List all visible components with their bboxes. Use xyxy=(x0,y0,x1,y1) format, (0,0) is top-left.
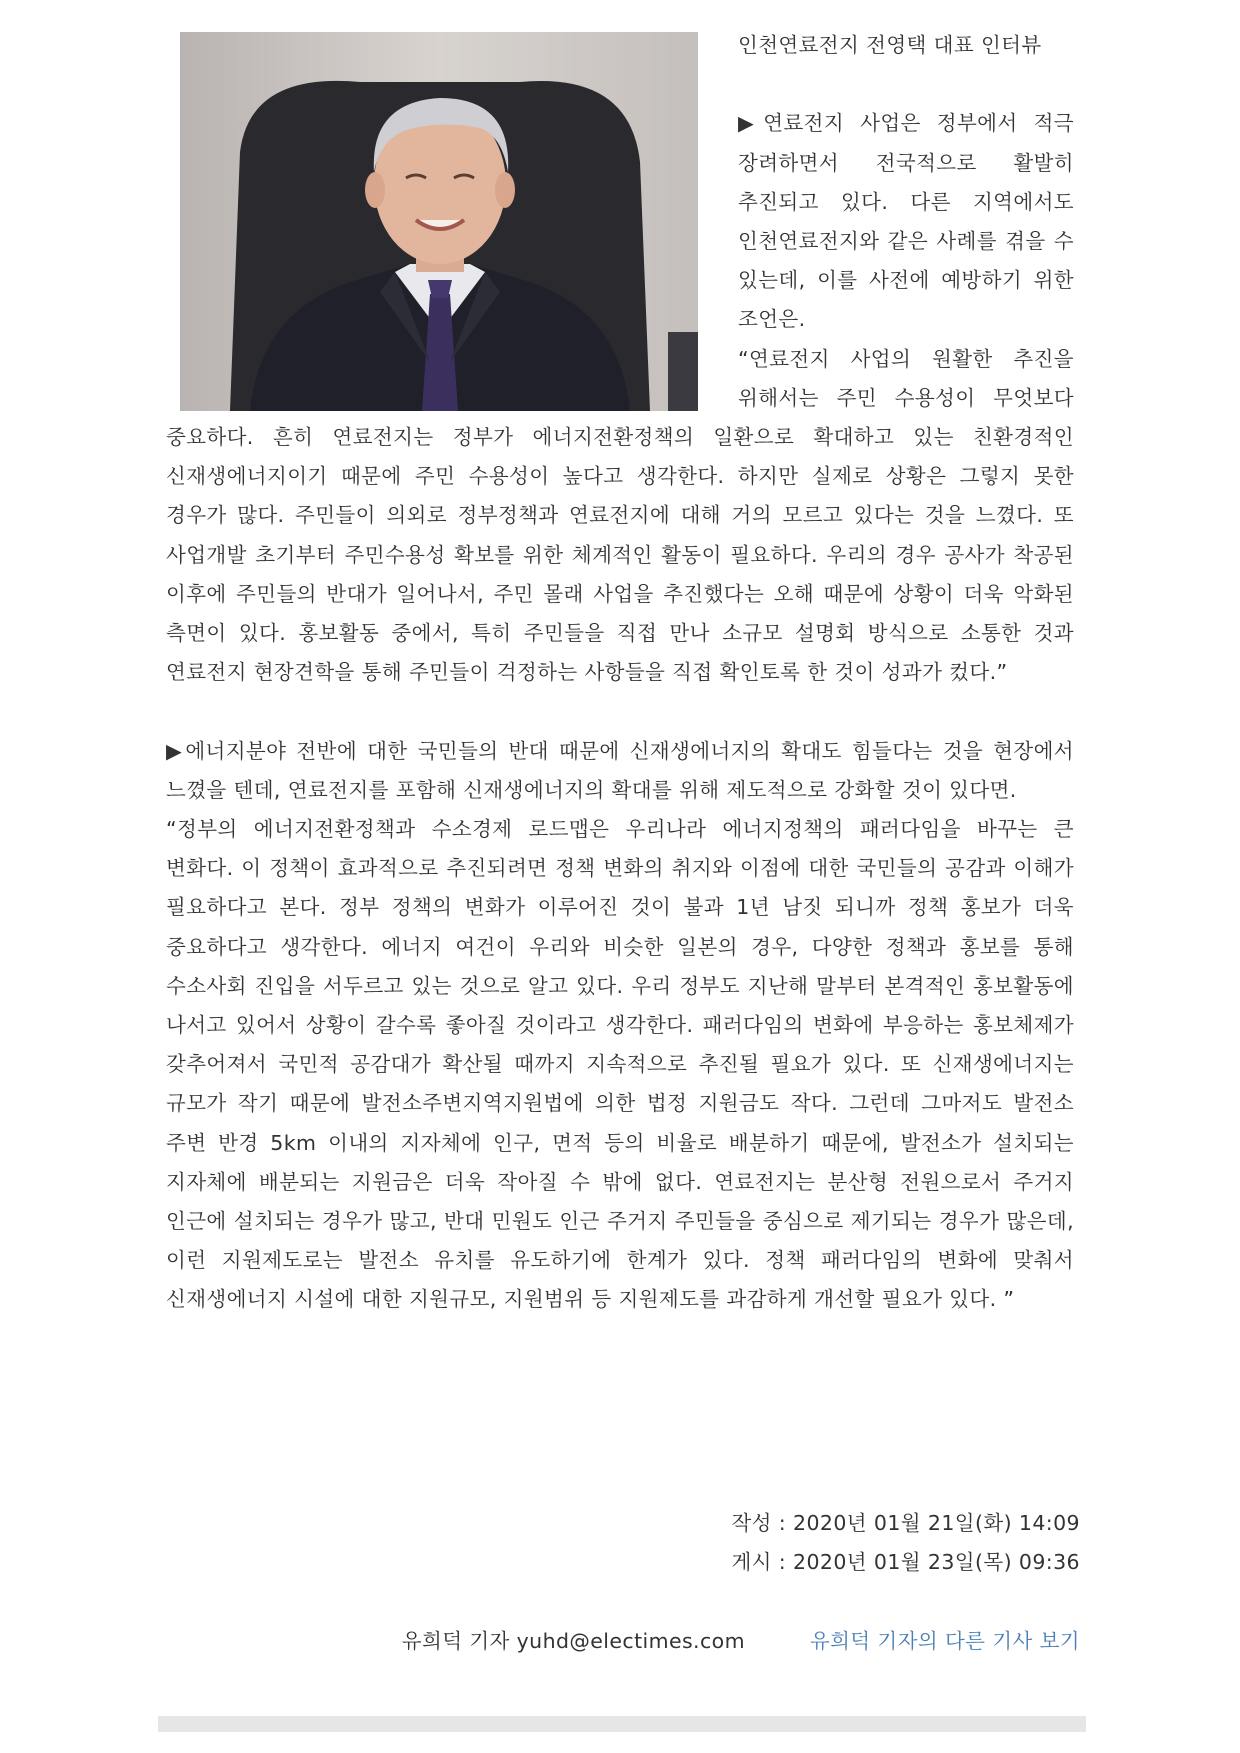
answer-1: “연료전지 사업의 원활한 추진을 위해서는 주민 수용성이 무엇보다 중요하다. 흔히 연료전지는 정부가 에너지전환정책의 일환으로 확대하고 있는 친환경적인 신재생에너지이기 때문에 주민 수용성이 높다고 생각한다. 하지만 실제로 상황은 그렇지 못한 경우가 많다. 주민들이 의외로 정부정책과 연료전지에 대해 거의 모르고 있다는 것을 느꼈다. 또 사업개발 초기부터 주민수용성 확보를 위한 체계적인 활동이 필요하다. 우리의 경우 공사가 착공된 이후에 주민들의 반대가 일어나서, 주민 몰래 사업을 추진했다는 오해 때문에 상황이 더욱 악화된 측면이 있다. 홍보활동 중에서, 특히 주민들을 직접 만나 소규모 설명회 방식으로 소통한 것과 연료전지 현장견학을 통해 주민들이 걱정하는 사항들을 직접 확인토록 한 것이 성과가 컸다.” xyxy=(166,346,1074,685)
article-body xyxy=(166,26,1074,1320)
byline xyxy=(402,1624,1080,1654)
reporter-more-articles-link[interactable]: 유희덕 기자의 다른 기사 보기 xyxy=(809,1629,1080,1653)
article-title: 인천연료전지 전영택 대표 인터뷰 xyxy=(738,33,1042,57)
reporter-info: 유희덕 기자 yuhd@electimes.com xyxy=(401,1629,745,1653)
question-1: ▶연료전지 사업은 정부에서 적극 장려하면서 전국적으로 활발히 추진되고 있다. 다른 지역에서도 인천연료전지와 같은 사례를 겪을 수 있는데, 이를 사전에 예방하기 위한 조언은. xyxy=(738,111,1074,332)
posted-date: 게시 : 2020년 01월 23일(목) 09:36 xyxy=(731,1550,1080,1574)
answer-2: “정부의 에너지전환정책과 수소경제 로드맵은 우리나라 에너지정책의 패러다임을 바꾸는 큰 변화다. 이 정책이 효과적으로 추진되려면 정책 변화의 취지와 이점에 대한 국민들의 공감과 이해가 필요하다고 본다. 정부 정책의 변화가 이루어진 것이 불과 1년 남짓 되니까 정책 홍보가 더욱 중요하다고 생각한다. 에너지 여건이 우리와 비슷한 일본의 경우, 다양한 정책과 홍보를 통해 수소사회 진입을 서두르고 있는 것으로 알고 있다. 우리 정부도 지난해 말부터 본격적인 홍보활동에 나서고 있어서 상황이 갈수록 좋아질 것이라고 생각한다. 패러다임의 변화에 부응하는 홍보체제가 갖추어져서 국민적 공감대가 확산될 때까지 지속적으로 추진될 필요가 있다. 또 신재생에너지는 규모가 작기 때문에 발전소주변지역지원법에 의한 법정 지원금도 작다. 그런데 그마저도 발전소 주변 반경 5km 이내의 지자체에 인구, 면적 등의 비율로 배분하기 때문에, 발전소가 설치되는 지자체에 배분되는 지원금은 더욱 작아질 수 밖에 없다. 연료전지는 분산형 전원으로서 주거지 인근에 설치되는 경우가 많고, 반대 민원도 인근 주거지 주민들을 중심으로 제기되는 경우가 많은데, 이런 지원제도로는 발전소 유치를 유도하기에 한계가 있다. 정책 패러다임의 변화에 맞춰서 신재생에너지 시설에 대한 지원규모, 지원범위 등 지원제도를 과감하게 개선할 필요가 있다. ” xyxy=(166,817,1074,1312)
question-2: ▶에너지분야 전반에 대한 국민들의 반대 때문에 신재생에너지의 확대도 힘들다는 것을 현장에서 느꼈을 텐데, 연료전지를 포함해 신재생에너지의 확대를 위해 제도적으로 강화할 것이 있다면. xyxy=(166,738,1074,802)
article-dates xyxy=(731,1504,1080,1582)
interviewee-photo xyxy=(180,32,698,411)
footer-divider xyxy=(158,1716,1086,1732)
written-date: 작성 : 2020년 01월 21일(화) 14:09 xyxy=(731,1511,1080,1535)
paragraph-gap xyxy=(166,692,1074,731)
